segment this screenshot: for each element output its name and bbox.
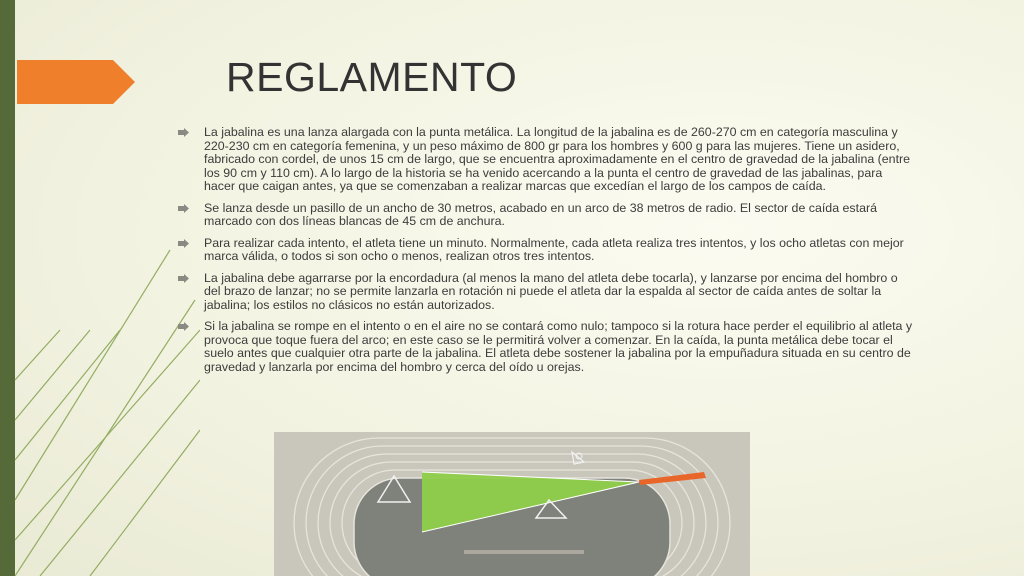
arrow-right-icon xyxy=(178,239,189,248)
arrow-right-icon xyxy=(178,204,189,213)
bullet-item xyxy=(178,202,914,229)
arrow-right-icon xyxy=(178,128,189,137)
bullet-text: Para realizar cada intento, el atleta tiene un minuto. Normalmente, cada atleta realiza tres intentos, y los ocho atletas con mejor marca válida, o todos si son ocho o menos, realizan otros tres intentos. xyxy=(204,235,904,263)
stadium-photo xyxy=(274,432,750,576)
bullet-text: La jabalina es una lanza alargada con la punta metálica. La longitud de la jabalina es de 260-270 cm en categoría masculina y 220-230 cm en categoría femenina, y un peso máximo de 800 gr para los hombres y 600 g para las mujeres. Tiene un asidero, fabricado con cordel, de unos 15 cm de largo, que se encuentra aproximadamente en el centro de gravedad de la jabalina (entre los 90 cm y 110 cm). A lo largo de la historia se ha venido acercando a la punta el centro de gravedad de las jabalinas, para hacer que caigan antes, ya que se comenzaban a realizar marcas que excedían el largo de los campos de caída. xyxy=(204,125,911,193)
bullet-list xyxy=(178,126,914,382)
bullet-item xyxy=(178,320,914,374)
arrow-right-icon xyxy=(178,322,189,331)
bullet-item xyxy=(178,126,914,194)
bullet-item xyxy=(178,272,914,313)
bullet-item xyxy=(178,237,914,264)
arrow-right-icon xyxy=(178,274,189,283)
slide-title: REGLAMENTO xyxy=(226,54,518,100)
bullet-text: Si la jabalina se rompe en el intento o en el aire no se contará como nulo; tampoco si la rotura hace perder el equilibrio al atleta y provoca que toque fuera del arco; en este caso se le permitirá volver a comenzar. En la caída, la punta metálica debe tocar el suelo antes que cualquier otra parte de la jabalina. El atleta debe sostener la jabalina por la empuñadura situada en su centro de gravedad y lanzarla por encima del hombro y cerca del oído u orejas. xyxy=(204,319,913,374)
javelin-field-illustration xyxy=(274,432,750,576)
chevron-arrow-icon xyxy=(17,60,135,104)
bullet-text: La jabalina debe agarrarse por la encordadura (al menos la mano del atleta debe tocarla), y lanzarse por encima del hombro o del brazo de lanzar; no se permite lanzarla en rotación ni puede el atleta dar la espalda al sector de caída antes de soltar la jabalina; los estilos no clásicos no están autorizados. xyxy=(204,270,898,312)
bullet-text: Se lanza desde un pasillo de un ancho de 30 metros, acabado en un arco de 38 metros de radio. El sector de caída estará marcado con dos líneas blancas de 45 cm de anchura. xyxy=(204,200,877,228)
